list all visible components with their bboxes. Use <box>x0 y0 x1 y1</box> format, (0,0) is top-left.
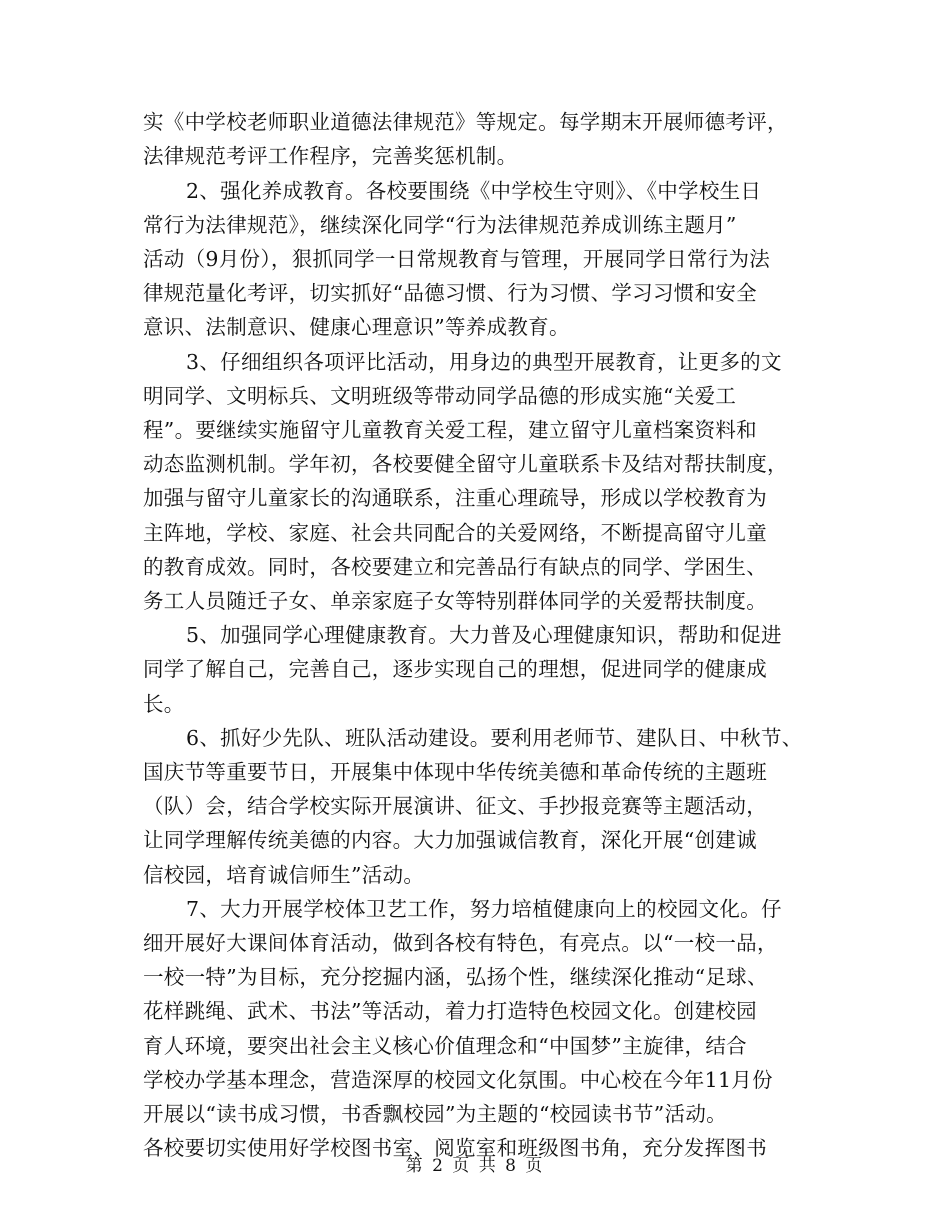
paragraph-start-line: 7、大力开展学校体卫艺工作，努力培植健康向上的校园文化。仔 <box>186 897 782 921</box>
text-line: 学校办学基本理念，营造深厚的校园文化氛围。中心校在今年11月份 <box>143 1068 773 1092</box>
text-line: 务工人员随迁子女、单亲家庭子女等特别群体同学的关爱帮扶制度。 <box>143 589 767 613</box>
text-line: 法律规范考评工作程序，完善奖惩机制。 <box>143 144 518 168</box>
text-line: 的教育成效。同时，各校要建立和完善品行有缺点的同学、学困生、 <box>143 555 767 579</box>
paragraph-start-line: 5、加强同学心理健康教育。大力普及心理健康知识，帮助和促进 <box>186 623 782 647</box>
paragraph-start-line: 3、仔细组织各项评比活动，用身边的典型开展教育，让更多的文 <box>186 350 782 374</box>
text-line: 长。 <box>143 692 185 716</box>
text-line: 活动（9月份），狠抓同学一日常规教育与管理，开展同学日常行为法 <box>143 247 771 271</box>
text-line: 同学了解自己，完善自己，逐步实现自己的理想，促进同学的健康成 <box>143 657 767 681</box>
text-line: 动态监测机制。学年初，各校要健全留守儿童联系卡及结对帮扶制度， <box>143 452 788 476</box>
text-line: 常行为法律规范》，继续深化同学“行为法律规范养成训练主题月” <box>143 213 737 237</box>
text-line: 程”。要继续实施留守儿童教育关爱工程，建立留守儿童档案资料和 <box>143 418 757 442</box>
text-line: 国庆节等重要节日，开展集中体现中华传统美德和革命传统的主题班 <box>143 760 767 784</box>
paragraph-start-line: 2、强化养成教育。各校要围绕《中学校生守则》、《中学校生日 <box>186 179 762 203</box>
text-line: 一校一特”为目标，充分挖掘内涵，弘扬个性，继续深化推动“足球、 <box>143 965 768 989</box>
text-line: 加强与留守儿童家长的沟通联系，注重心理疏导，形成以学校教育为 <box>143 486 767 510</box>
text-line: （队）会，结合学校实际开展演讲、征文、手抄报竞赛等主题活动， <box>143 794 767 818</box>
text-line: 开展以“读书成习惯，书香飘校园”为主题的“校园读书节”活动。 <box>143 1102 727 1126</box>
text-line: 明同学、文明标兵、文明班级等带动同学品德的形成实施“关爱工 <box>143 384 737 408</box>
text-line: 主阵地，学校、家庭、社会共同配合的关爱网络，不断提高留守儿童 <box>143 521 767 545</box>
text-line: 让同学理解传统美德的内容。大力加强诚信教育，深化开展“创建诚 <box>143 828 757 852</box>
text-line: 细开展好大课间体育活动，做到各校有特色，有亮点。以“一校一品， <box>143 931 778 955</box>
text-line: 律规范量化考评，切实抓好“品德习惯、行为习惯、学习习惯和安全 <box>143 281 757 305</box>
text-line: 实《中学校老师职业道德法律规范》等规定。每学期末开展师德考评， <box>143 110 788 134</box>
page-number-footer: 第 2 页 共 8 页 <box>405 1156 545 1176</box>
text-line: 意识、法制意识、健康心理意识”等养成教育。 <box>143 315 570 339</box>
text-line: 信校园，培育诚信师生”活动。 <box>143 863 425 887</box>
text-line: 花样跳绳、武术、书法”等活动，着力打造特色校园文化。创建校园 <box>143 999 757 1023</box>
paragraph-start-line: 6、抓好少先队、班队活动建设。要利用老师节、建队日、中秋节、 <box>186 726 803 750</box>
text-line: 育人环境，要突出社会主义核心价值理念和“中国梦”主旋律，结合 <box>143 1034 747 1058</box>
text-line: 各校要切实使用好学校图书室、阅览室和班级图书角，充分发挥图书 <box>143 1136 767 1160</box>
